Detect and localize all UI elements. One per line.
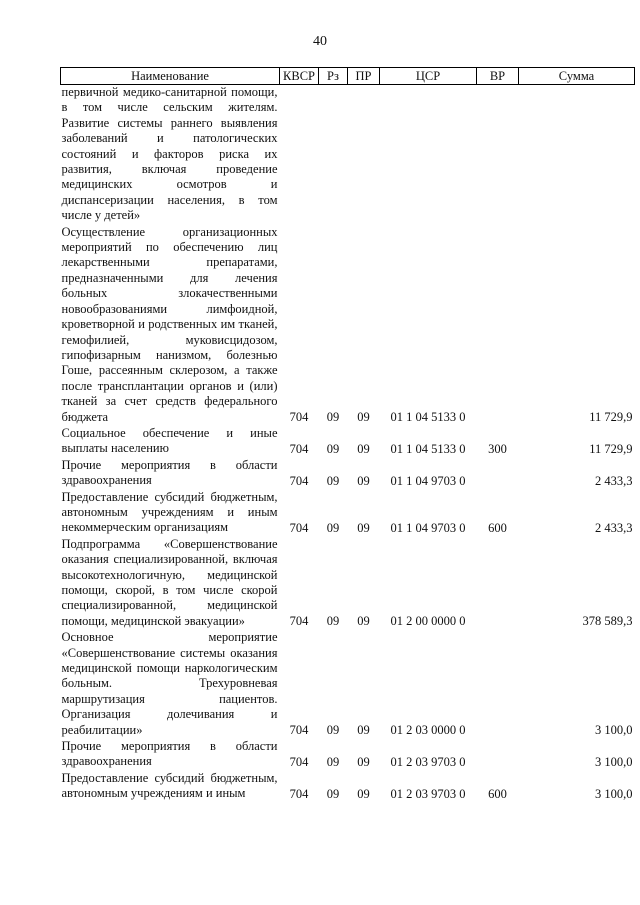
cell-csr: 01 2 00 0000 0: [390, 614, 466, 629]
cell-pr: 09: [357, 614, 370, 629]
cell-sum: [519, 85, 635, 225]
cell-name: Прочие мероприятия в области здравоохранения: [61, 457, 278, 488]
table-row: [61, 630, 635, 739]
cell-pr: 09: [357, 754, 370, 769]
cell-name: Прочие мероприятия в области здравоохранения: [61, 739, 278, 769]
cell-csr: 01 1 04 9703 0: [390, 473, 466, 488]
cell-name: Основное мероприятие «Совершенствование системы оказания медицинской помощи наркологическим больным. Трехуровневая маршрутизация пациентов. Организация долечивания и реабилитации»: [61, 630, 278, 737]
cell-vr: [477, 630, 519, 739]
column-header-rz: Рз: [319, 68, 348, 85]
cell-vr: [477, 458, 519, 490]
column-header-name: Наименование: [61, 68, 280, 85]
table-row: [61, 426, 635, 458]
budget-table: [60, 67, 635, 803]
cell-rz: 09: [326, 520, 340, 535]
cell-sum: 11 729,9: [589, 409, 633, 424]
cell-vr: [477, 739, 519, 771]
cell-name: Осуществление организационных мероприятий по обеспечению лиц лекарственными препаратами, предназначенными для лечения больных злокачественными новообразованиями лимфоидной, кроветворной и родственных им тканей, гемофилией, муковисцидозом, гипофизарным нанизмом, болезнью Гоше, рассеянным склерозом, а также после трансплантации органов и (или) тканей за счет средств федерального бюджета: [61, 224, 278, 424]
table-row: [61, 771, 635, 803]
cell-rz: [319, 85, 348, 225]
cell-kvsr: 704: [289, 786, 309, 801]
cell-csr: 01 1 04 5133 0: [390, 409, 466, 424]
column-header-kvsr: КВСР: [280, 68, 319, 85]
cell-pr: 09: [357, 723, 370, 738]
column-header-pr: ПР: [348, 68, 380, 85]
cell-csr: 01 2 03 0000 0: [390, 723, 466, 738]
cell-rz: 09: [326, 786, 340, 801]
cell-csr: 01 1 04 5133 0: [390, 441, 466, 456]
cell-sum: 3 100,0: [595, 754, 633, 769]
table-body: [61, 85, 635, 803]
cell-name: первичной медико-санитарной помощи, в том числе сельским жителям. Развитие системы раннего выявления заболеваний и патологических состояний и факторов риска их развития, включая проведение медицинских осмотров и диспансеризации населения, в том числе у детей»: [61, 85, 278, 223]
table-row: [61, 85, 635, 225]
cell-kvsr: 704: [289, 723, 309, 738]
cell-kvsr: 704: [289, 409, 309, 424]
column-header-sum: Сумма: [519, 68, 635, 85]
cell-csr: 01 2 03 9703 0: [390, 754, 466, 769]
cell-pr: 09: [357, 441, 370, 456]
cell-rz: 09: [326, 473, 340, 488]
cell-kvsr: [280, 85, 319, 225]
cell-name: Предоставление субсидий бюджетным, автономным учреждениям и иным некоммерческим организациям: [61, 489, 278, 535]
cell-pr: 09: [357, 409, 370, 424]
cell-rz: 09: [326, 409, 340, 424]
cell-pr: 09: [357, 786, 370, 801]
table-row: [61, 739, 635, 771]
cell-kvsr: 704: [289, 473, 309, 488]
table-header-row: [61, 68, 635, 85]
page-number: 40: [313, 34, 327, 49]
cell-sum: 2 433,3: [595, 473, 633, 488]
table-row: [61, 537, 635, 630]
cell-csr: 01 2 03 9703 0: [390, 786, 466, 801]
cell-rz: 09: [326, 754, 340, 769]
cell-vr: 300: [488, 441, 507, 456]
cell-vr: [477, 85, 519, 225]
cell-csr: 01 1 04 9703 0: [390, 520, 466, 535]
cell-name: Социальное обеспечение и иные выплаты населению: [61, 425, 278, 456]
cell-name: Предоставление субсидий бюджетным, автономным учреждениям и иным: [61, 770, 278, 801]
column-header-vr: ВР: [477, 68, 519, 85]
cell-pr: [348, 85, 380, 225]
cell-pr: 09: [357, 520, 370, 535]
table-row: [61, 225, 635, 426]
cell-vr: 600: [488, 786, 507, 801]
cell-kvsr: 704: [289, 754, 309, 769]
cell-sum: 11 729,9: [589, 441, 633, 456]
cell-vr: [477, 225, 519, 426]
table-row: [61, 458, 635, 490]
cell-sum: 3 100,0: [595, 786, 633, 801]
cell-vr: 600: [488, 520, 507, 535]
cell-kvsr: 704: [289, 520, 309, 535]
cell-name: Подпрограмма «Совершенствование оказания специализированной, включая высокотехнологичную, медицинской помощи, скорой, в том числе скорой специализированной, медицинской помощи, медицинской эвакуации»: [61, 536, 278, 628]
cell-kvsr: 704: [289, 614, 309, 629]
cell-csr: [380, 85, 477, 225]
cell-sum: 378 589,3: [582, 614, 633, 629]
cell-kvsr: 704: [289, 441, 309, 456]
table-row: [61, 490, 635, 537]
cell-sum: 3 100,0: [595, 723, 633, 738]
cell-sum: 2 433,3: [595, 520, 633, 535]
cell-rz: 09: [326, 614, 340, 629]
cell-rz: 09: [326, 441, 340, 456]
cell-vr: [477, 537, 519, 630]
cell-rz: 09: [326, 723, 340, 738]
column-header-csr: ЦСР: [380, 68, 477, 85]
cell-pr: 09: [357, 473, 370, 488]
